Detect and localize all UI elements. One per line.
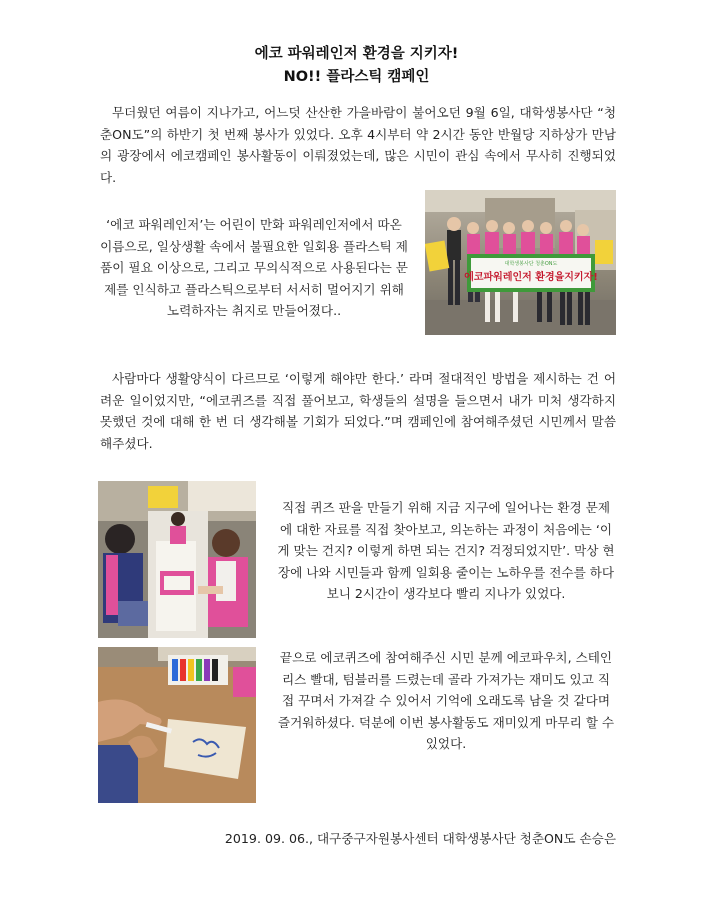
- document-subtitle: NO!! 플라스틱 캠페인: [283, 69, 430, 85]
- quiz-table-photo: [98, 481, 256, 638]
- paragraph-citizen-quote: 사람마다 생활양식이 다르므로 ‘이렇게 해야만 한다.’ 라며 절대적인 방법을 제시하는 건 어려운 일이었지만, “에코퀴즈를 직접 풀어보고, 학생들의 설명을 들으면서 내가 미처 생각하지 못했던 것에 대해 한 번 더 생각해볼 기회가 되었다.”며 캠페인에 참여해주셨던 시민께서 말씀해주셨다.: [100, 371, 616, 451]
- paragraph-quiz-board: 직접 퀴즈 판을 만들기 위해 지금 지구에 일어나는 환경 문제에 대한 자료를 직접 찾아보고, 의논하는 과정이 처음에는 ‘이게 맞는 건지? 이렇게 하면 되는 건지? 걱정되었지만’. 막상 현장에 나와 시민들과 함께 일회용 줄이는 노하우를 전수를 하다 보니 2시간이 생각보다 빨리 지나가 있었다.: [277, 500, 615, 601]
- document-title: 에코 파워레인저 환경을 지키자!: [254, 46, 459, 62]
- pouch-decorating-photo: [98, 647, 256, 803]
- paragraph-intro: 무더웠던 여름이 지나가고, 어느덧 산산한 가을바람이 불어오던 9월 6일, 대학생봉사단 “청춘ON도”의 하반기 첫 번째 봉사가 있었다. 오후 4시부터 약 2시간 동안 반월당 지하상가 만남의 광장에서 에코캠페인 봉사활동이 이뤄졌었는데, 많은 시민이 관심 속에서 무사히 진행되었다.: [100, 105, 616, 185]
- banner-small-text: 대학생봉사단 청춘ON도: [504, 261, 558, 267]
- banner-main-text: 에코파워레인저 환경을지키자!: [464, 272, 598, 283]
- paragraph-name-origin: ‘에코 파워레인저’는 어린이 만화 파워레인저에서 따온 이름으로, 일상생활 속에서 불필요한 일회용 플라스틱 제품이 필요 이상으로, 그리고 무의식적으로 사용된다는 문제를 인식하고 플라스틱으로부터 서서히 멀어지기 위해 노력하자는 취지로 만들어졌다..: [100, 217, 408, 318]
- signature-line: 2019. 09. 06., 대구중구자원봉사센터 대학생봉사단 청춘ON도 손승은: [224, 831, 616, 846]
- paragraph-closing: 끝으로 에코퀴즈에 참여해주신 시민 분께 에코파우치, 스테인리스 빨대, 텀블러를 드렸는데 골라 가져가는 재미도 있고 직접 꾸며서 가져갈 수 있어서 기억에 오래도록 남을 것 같다며 즐거워하셨다. 덕분에 이번 봉사활동도 재미있게 마무리 할 수 있었다.: [277, 650, 615, 751]
- group-photo: [425, 190, 616, 335]
